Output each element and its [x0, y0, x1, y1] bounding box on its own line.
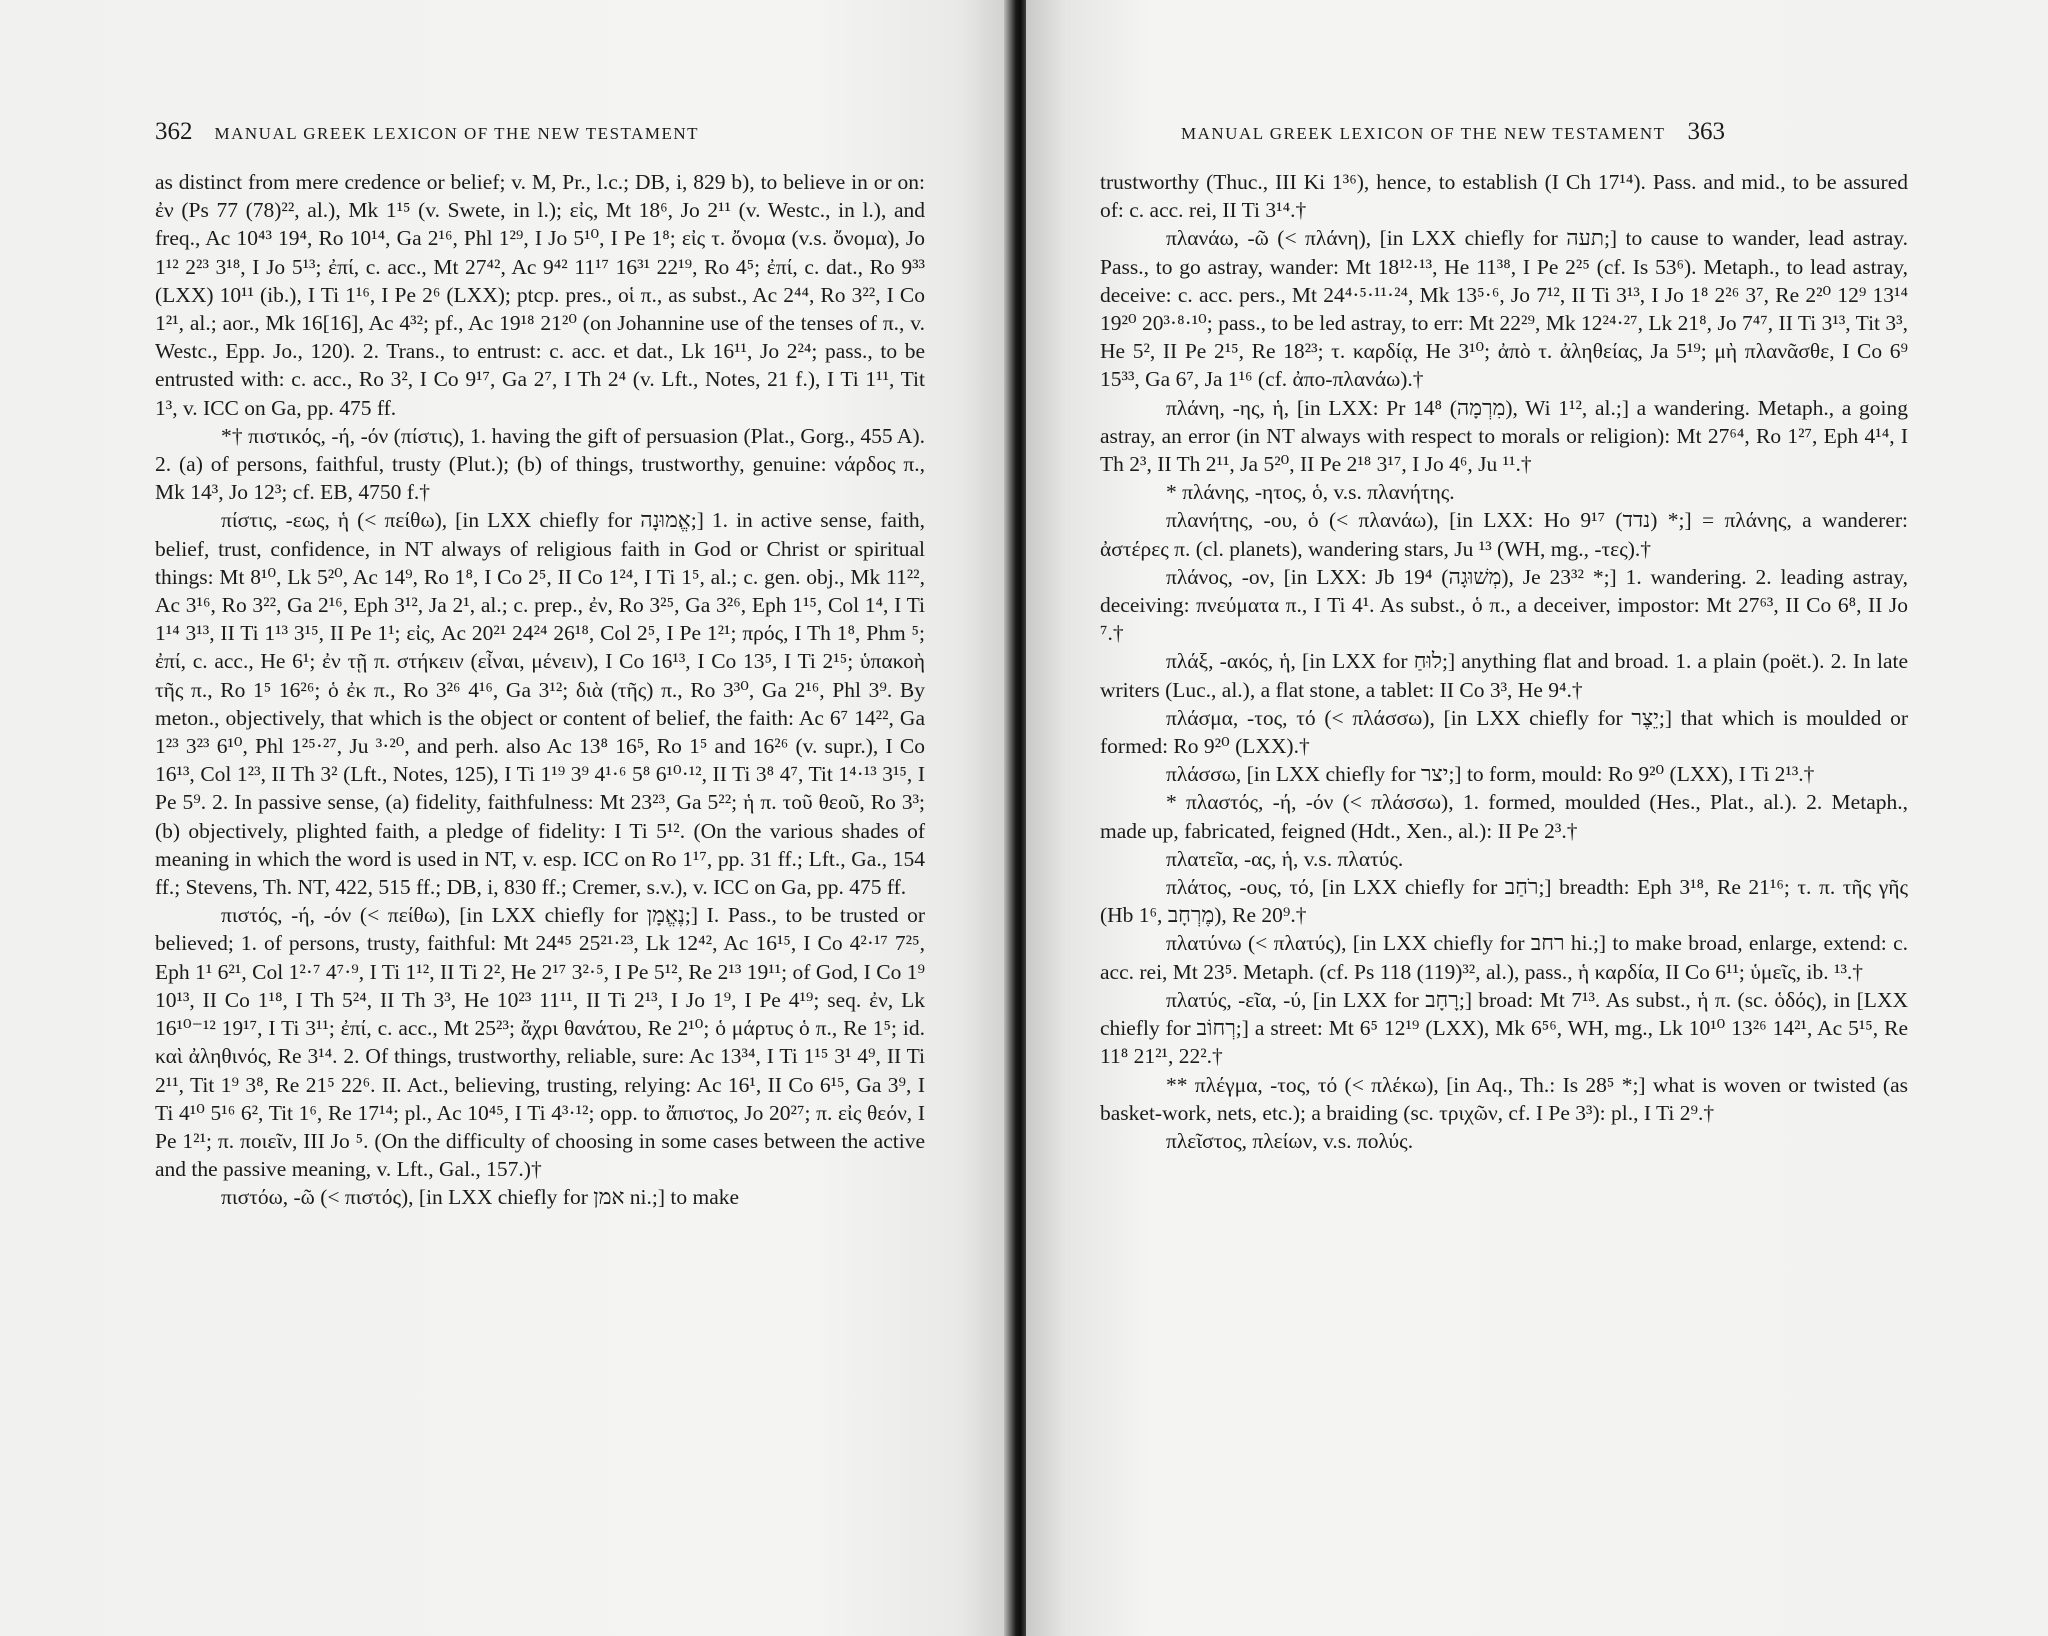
lexicon-entry: πίστις, -εως, ἡ (< πείθω), [in LXX chiefly for אֱמוּנָה;] 1. in active sense, faith, belief, trust, confidence, in NT always of religious faith in God or Christ or spiritual things: Mt 8¹⁰, Lk 5²⁰, Ac 14⁹, Ro 1⁸, I Co 2⁵, II Co 1²⁴, I Ti 1⁵, al.; c. gen. obj., Mk 11²², Ac 3¹⁶, Ro 3²², Ga 2¹⁶, Eph 3¹², Ja 2¹, al.; c. prep., ἐν, Ro 3²⁵, Ga 3²⁶, Eph 1¹⁵, Col 1⁴, I Ti 1¹⁴ 3¹³, II Ti 1¹³ 3¹⁵, II Pe 1¹; εἰς, Ac 20²¹ 24²⁴ 26¹⁸, Col 2⁵, I Pe 1²¹; πρός, I Th 1⁸, Phm ⁵; ἐπί, c. acc., He 6¹; ἐν τῇ π. στήκειν (εἶναι, μένειν), I Co 16¹³, I Co 13⁵, I Ti 2¹⁵; ὑπακοὴ τῆς π., Ro 1⁵ 16²⁶; ὁ ἐκ π., Ro 3²⁶ 4¹⁶, Ga 3¹²; διὰ (τῆς) π., Ro 3³⁰, Ga 2¹⁶, Phl 3⁹. By meton., objectively, that which is the object or content of belief, the faith: Ac 6⁷ 14²², Ga 1²³ 3²³ 6¹⁰, Phl 1²⁵·²⁷, Ju ³·²⁰, and perh. also Ac 13⁸ 16⁵, Ro 1⁵ and 16²⁶ (v. supr.), I Co 16¹³, Col 1²³, II Th 3² (Lft., Notes, 125), I Ti 1¹⁹ 3⁹ 4¹·⁶ 5⁸ 6¹⁰·¹², II Ti 3⁸ 4⁷, Tit 1⁴·¹³ 3¹⁵, I Pe 5⁹. 2. In passive sense, (a) fidelity, faithfulness: Mt 23²³, Ga 5²²; ἡ π. τοῦ θεοῦ, Ro 3³; (b) objectively, plighted faith, a pledge of fidelity: I Ti 5¹². (On the various shades of meaning in which the word is used in NT, v. esp. ICC on Ro 1¹⁷, pp. 31 ff.; Lft., Ga., 154 ff.; Stevens, Th. NT, 422, 515 ff.; DB, i, 830 ff.; Cremer, s.v.), v. ICC on Ga, pp. 475 ff. — [155, 508, 925, 900]
lexicon-entry: πλάσμα, -τος, τό (< πλάσσω), [in LXX chiefly for יֵצֶר;] that which is moulded or formed: Ro 9²⁰ (LXX).† — [1100, 705, 1909, 759]
lexicon-entry: πλατύς, -εῖα, -ύ, [in LXX for רָחָב;] broad: Mt 7¹³. As subst., ἡ π. (sc. ὁδός), in [LXX chiefly for רְחוֹב;] a street: Mt 6⁵ 12¹⁹ (LXX), Mk 6⁵⁶, WH, mg., Lk 10¹⁰ 13²⁶ 14²¹, Ac 5¹⁵, Re 11⁸ 21²¹, 22².† — [1100, 987, 1908, 1069]
lexicon-entry: πλανήτης, -ου, ὁ (< πλανάω), [in LXX: Ho 9¹⁷ (נדד) *;] = πλάνης, a wanderer: ἀστέρες π. (cl. planets), wandering stars, Ju ¹³ (WH, mg., -τες).† — [1100, 508, 1908, 561]
lexicon-entry: πλάνη, -ης, ἡ, [in LXX: Pr 14⁸ (מִרְמָה), Wi 1¹², al.;] a wandering. Metaph., a going astray, an error (in NT always with respect to morals or religion): Mt 27⁶⁴, Ro 1²⁷, Eph 4¹⁴, I Th 2³, II Th 2¹¹, Ja 5²⁰, II Pe 2¹⁸ 3¹⁷, I Jo 4⁶, Ju ¹¹.† — [1100, 395, 1909, 477]
running-head-left — [155, 118, 699, 146]
lexicon-entry: πλάνος, -ον, [in LXX: Jb 19⁴ (מְשׁוּגָה), Je 23³² *;] 1. wandering. 2. leading astray, deceiving: πνεύματα π., I Ti 4¹. As subst., ὁ π., a deceiver, impostor: Mt 27⁶³, II Co 6⁸, II Jo ⁷.† — [1100, 564, 1908, 646]
lexicon-entry: πλατεῖα, -ας, ἡ, v.s. πλατύς. — [1166, 846, 1404, 871]
lexicon-entry: πλάξ, -ακός, ἡ, [in LXX for לוּחַ;] anything flat and broad. 1. a plain (poët.). 2. In late writers (Luc., al.), a flat stone, a tablet: II Co 3³, He 9⁴.† — [1100, 649, 1909, 702]
lexicon-entry: πλατύνω (< πλατύς), [in LXX chiefly for רחב hi.;] to make broad, enlarge, extend: c. acc. rei, Mt 23⁵. Metaph. (cf. Ps 118 (119)³², al.), pass., ἡ καρδία, II Co 6¹¹; ὑμεῖς, ib. ¹³.† — [1100, 931, 1908, 984]
lexicon-entry: πλάτος, -ους, τό, [in LXX chiefly for רֹחַב;] breadth: Eph 3¹⁸, Re 21¹⁶; τ. π. τῆς γῆς (Hb 1⁶, מֶרְחָב), Re 20⁹.† — [1100, 875, 1908, 928]
lexicon-entry: * πλάνης, -ητος, ὁ, v.s. πλανήτης. — [1166, 480, 1455, 505]
lexicon-entry: *† πιστικός, -ή, -όν (πίστις), 1. having the gift of persuasion (Plat., Gorg., 455 A). 2. (a) of persons, faithful, trusty (Plut.); (b) of things, trustworthy, genuine: νάρδος π., Mk 14³, Jo 12³; cf. EB, 4750 f.† — [155, 423, 925, 505]
lexicon-entry: trustworthy (Thuc., III Ki 1³⁶), hence, to establish (I Ch 17¹⁴). Pass. and mid., to be assured of: c. acc. rei, II Ti 3¹⁴.† — [1100, 170, 1908, 223]
running-head-right — [1181, 118, 1725, 146]
page-number: 362 — [155, 118, 193, 145]
running-title: MANUAL GREEK LEXICON OF THE NEW TESTAMENT — [214, 124, 699, 143]
lexicon-entry: * πλαστός, -ή, -όν (< πλάσσω), 1. formed, moulded (Hes., Plat., al.). 2. Metaph., made up, fabricated, feigned (Hdt., Xen., al.): II Pe 2³.† — [1100, 790, 1908, 843]
lexicon-entry: πλεῖστος, πλείων, v.s. πολύς. — [1166, 1128, 1414, 1153]
page-body — [155, 168, 925, 1212]
page-body — [1100, 168, 1908, 1155]
lexicon-entry: as distinct from mere credence or belief; v. M, Pr., l.c.; DB, i, 829 b), to believe in or on: ἐν (Ps 77 (78)²², al.), Mk 1¹⁵ (v. Swete, in l.); εἰς, Mt 18⁶, Jo 2¹¹ (v. Westc., in l.), and freq., Ac 10⁴³ 19⁴, Ro 10¹⁴, Ga 2¹⁶, Phl 1²⁹, I Jo 5¹⁰, I Pe 1⁸; εἰς τ. ὄνομα (v.s. ὄνομα), Jo 1¹² 2²³ 3¹⁸, I Jo 5¹³; ἐπί, c. acc., Mt 27⁴², Ac 9⁴² 11¹⁷ 16³¹ 22¹⁹, Ro 4⁵; ἐπί, c. dat., Ro 9³³ (LXX) 10¹¹ (ib.), I Ti 1¹⁶, I Pe 2⁶ (LXX); ptcp. pres., οἱ π., as subst., Ac 2⁴⁴, Ro 3²², I Co 1²¹, al.; aor., Mk 16[16], Ac 4³²; pf., Ac 19¹⁸ 21²⁰ (on Johannine use of the tenses of π., v. Westc., Epp. Jo., 120). 2. Trans., to entrust: c. acc. et dat., Lk 16¹¹, Jo 2²⁴; pass., to be entrusted with: c. acc., Ro 3², I Co 9¹⁷, Ga 2⁷, I Th 2⁴ (v. Lft., Notes, 21 f.), I Ti 1¹¹, Tit 1³, v. ICC on Ga, pp. 475 ff. — [155, 170, 925, 420]
lexicon-entry: πλάσσω, [in LXX chiefly for יצר;] to form, mould: Ro 9²⁰ (LXX), I Ti 2¹³.† — [1166, 762, 1815, 787]
left-page — [0, 0, 1010, 1636]
lexicon-entry: ** πλέγμα, -τος, τό (< πλέκω), [in Aq., Th.: Is 28⁵ *;] what is woven or twisted (as basket-work, nets, etc.); a braiding (sc. τριχῶν, cf. I Pe 3³): pl., I Ti 2⁹.† — [1100, 1072, 1908, 1125]
page-number: 363 — [1687, 118, 1725, 145]
lexicon-entry: πιστός, -ή, -όν (< πείθω), [in LXX chiefly for נֶאֱמָן;] I. Pass., to be trusted or believed; 1. of persons, trusty, faithful: Mt 24⁴⁵ 25²¹·²³, Lk 12⁴², Ac 16¹⁵, I Co 4²·¹⁷ 7²⁵, Eph 1¹ 6²¹, Col 1²·⁷ 4⁷·⁹, I Ti 1¹², II Ti 2², He 2¹⁷ 3²·⁵, I Pe 5¹², Re 2¹³ 19¹¹; of God, I Co 1⁹ 10¹³, II Co 1¹⁸, I Th 5²⁴, II Th 3³, He 10²³ 11¹¹, II Ti 2¹³, I Jo 1⁹, I Pe 4¹⁹; seq. ἐν, Lk 16¹⁰⁻¹² 19¹⁷, I Ti 3¹¹; ἐπί, c. acc., Mt 25²³; ἄχρι θανάτου, Re 2¹⁰; ὁ μάρτυς ὁ π., Re 1⁵; id. καὶ ἀληθινός, Re 3¹⁴. 2. Of things, trustworthy, reliable, sure: Ac 13³⁴, I Ti 1¹⁵ 3¹ 4⁹, II Ti 2¹¹, Tit 1⁹ 3⁸, Re 21⁵ 22⁶. II. Act., believing, trusting, relying: Ac 16¹, II Co 6¹⁵, Ga 3⁹, I Ti 4¹⁰ 5¹⁶ 6², Tit 1⁶, Re 17¹⁴; pl., Ac 10⁴⁵, I Ti 4³·¹²; opp. to ἄπιστος, Jo 20²⁷; π. εἰς θεόν, I Pe 1²¹; π. ποιεῖν, III Jo ⁵. (On the difficulty of choosing in some cases between the active and the passive meaning, v. Lft., Gal., 157.)† — [155, 903, 926, 1182]
lexicon-entry: πλανάω, -ῶ (< πλάνη), [in LXX chiefly for תעה;] to cause to wander, lead astray. Pass., to go astray, wander: Mt 18¹²·¹³, He 11³⁸, I Pe 2²⁵ (cf. Is 53⁶). Metaph., to lead astray, deceive: c. acc. pers., Mt 24⁴·⁵·¹¹·²⁴, Mk 13⁵·⁶, Jo 7¹², II Ti 3¹³, I Jo 1⁸ 2²⁶ 3⁷, Re 2²⁰ 12⁹ 13¹⁴ 19²⁰ 20³·⁸·¹⁰; pass., to be led astray, to err: Mt 22²⁹, Mk 12²⁴·²⁷, Lk 21⁸, Jo 7⁴⁷, II Ti 3¹³, Tit 3³, He 5², II Pe 2¹⁵, Re 18²³; τ. καρδίᾳ, He 3¹⁰; ἀπὸ τ. ἀληθείας, Ja 5¹⁹; μὴ πλανᾶσθε, I Co 6⁹ 15³³, Ga 6⁷, Ja 1¹⁶ (cf. ἀπο-πλανάω).† — [1100, 226, 1909, 392]
right-page — [1026, 0, 2048, 1636]
running-title: MANUAL GREEK LEXICON OF THE NEW TESTAMENT — [1181, 124, 1666, 143]
lexicon-entry: πιστόω, -ῶ (< πιστός), [in LXX chiefly for אמן ni.;] to make — [221, 1185, 740, 1210]
